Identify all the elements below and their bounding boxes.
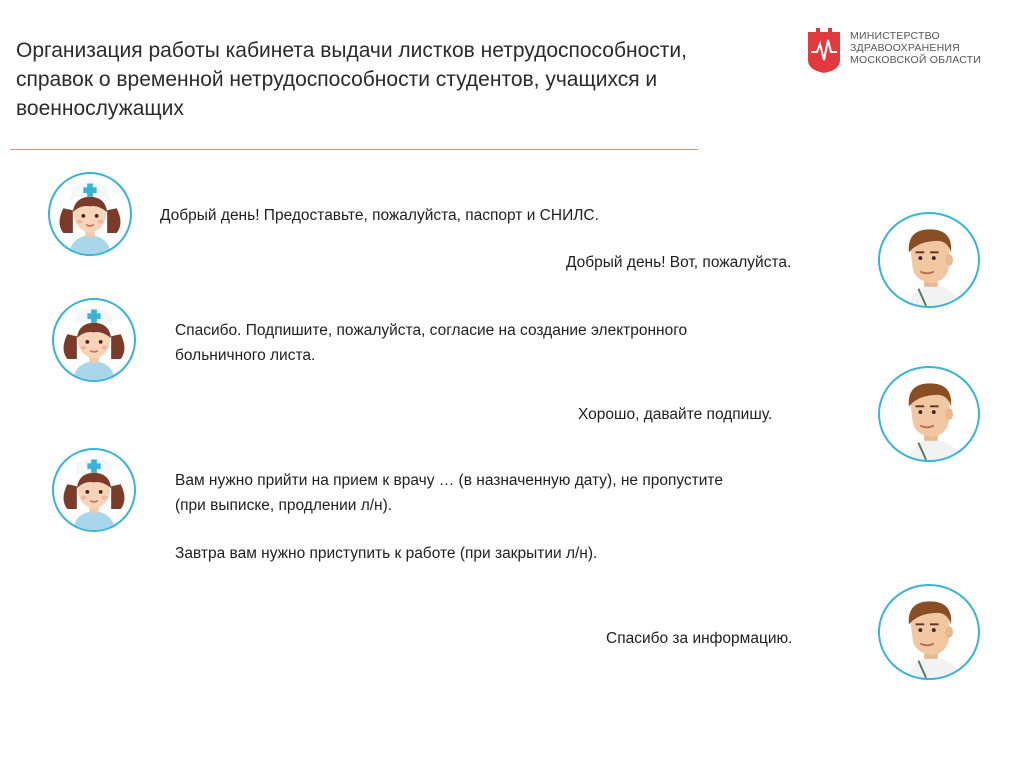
title-line-3: военнослужащих [16, 97, 184, 120]
logo-line-2: ЗДРАВООХРАНЕНИЯ [850, 42, 960, 54]
patient-line-1: Добрый день! Вот, пожалуйста. [566, 254, 792, 271]
logo-text [850, 30, 981, 66]
nurse-line-3c: Завтра вам нужно приступить к работе (при закрытии л/н). [175, 545, 598, 562]
title-line-2: справок о временной нетрудоспособности студентов, учащихся и [16, 68, 658, 91]
patient-line-2: Хорошо, давайте подпишу. [578, 406, 773, 423]
nurse-avatar-1 [48, 172, 132, 256]
nurse-icon [54, 300, 134, 380]
nurse-line-2a: Спасибо. Подпишите, пожалуйста, согласие на создание электронного [175, 322, 688, 339]
logo-line-1: МИНИСТЕРСТВО [850, 30, 940, 42]
patient-avatar-1 [878, 212, 980, 308]
nurse-icon [50, 174, 130, 254]
patient-icon [880, 368, 978, 460]
nurse-icon [54, 450, 134, 530]
nurse-line-2b: больничного листа. [175, 347, 316, 364]
nurse-avatar-2 [52, 298, 136, 382]
page-title [16, 36, 796, 123]
title-divider [10, 149, 698, 150]
ministry-emblem-icon [806, 26, 842, 74]
patient-icon [880, 214, 978, 306]
title-line-1: Организация работы кабинета выдачи листков нетрудоспособности, [16, 39, 687, 62]
patient-icon [880, 586, 978, 678]
patient-avatar-2 [878, 366, 980, 462]
ministry-logo [806, 26, 1006, 76]
logo-line-3: МОСКОВСКОЙ ОБЛАСТИ [850, 54, 982, 66]
nurse-line-3a: Вам нужно прийти на прием к врачу … (в назначенную дату), не пропустите [175, 472, 723, 489]
nurse-avatar-3 [52, 448, 136, 532]
nurse-line-1: Добрый день! Предоставьте, пожалуйста, паспорт и СНИЛС. [160, 207, 599, 224]
patient-line-3: Спасибо за информацию. [606, 630, 793, 647]
patient-avatar-3 [878, 584, 980, 680]
nurse-line-3b: (при выписке, продлении л/н). [175, 497, 393, 514]
